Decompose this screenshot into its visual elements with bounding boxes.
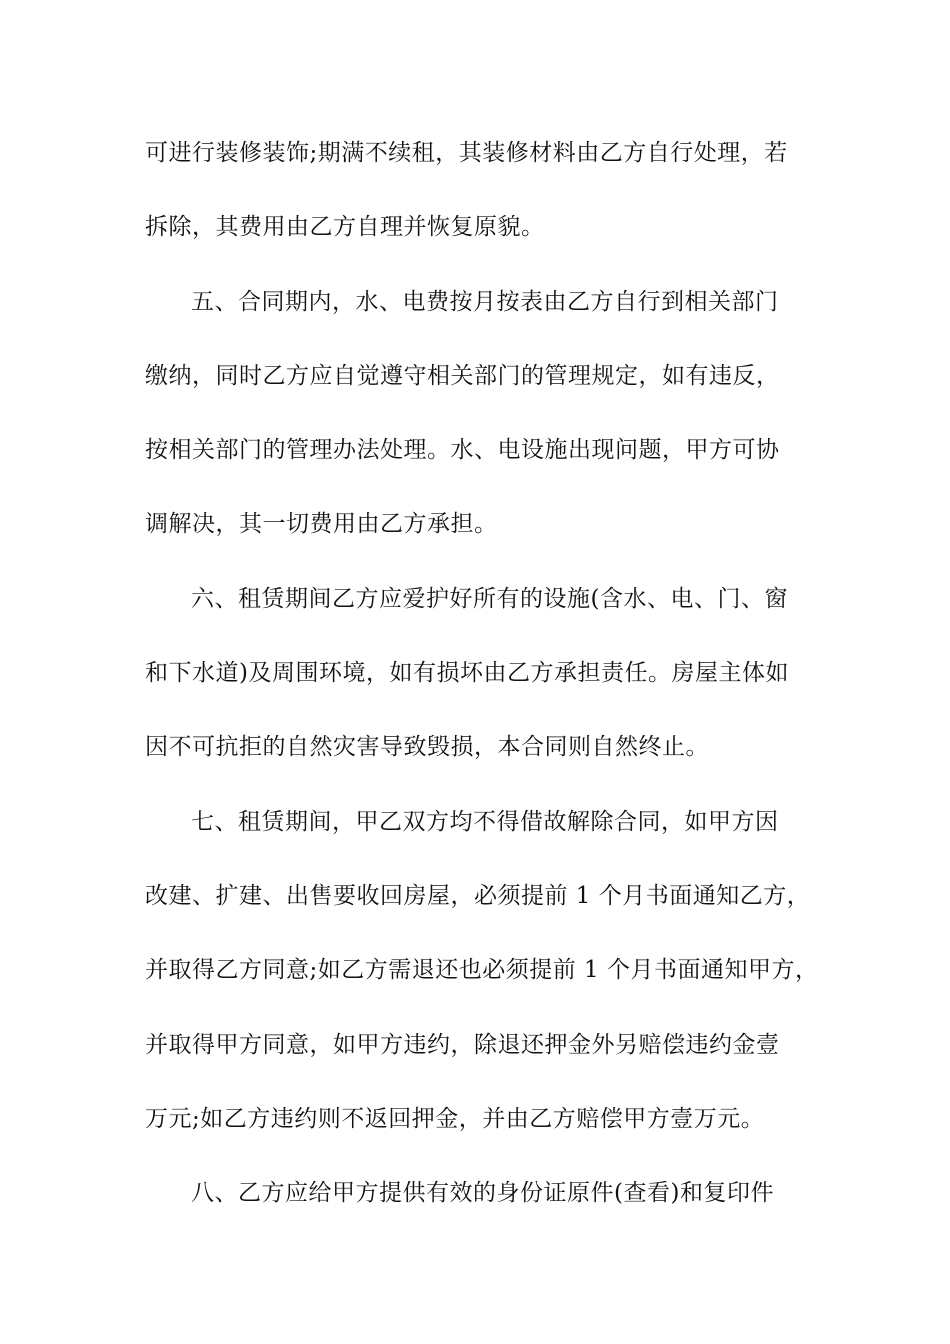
clause-6-heading-line: 六、租赁期间乙方应爱护好所有的设施(含水、电、门、窗 <box>191 585 788 612</box>
clause-8-heading-line: 八、乙方应给甲方提供有效的身份证原件(查看)和复印件 <box>191 1180 774 1207</box>
text-line: 按相关部门的管理办法处理。水、电设施出现问题，甲方可协 <box>145 437 780 464</box>
text-line: 和下水道)及周围环境，如有损坏由乙方承担责任。房屋主体如 <box>145 660 789 687</box>
contract-text-body <box>145 128 835 1242</box>
text-line: 改建、扩建、出售要收回房屋，必须提前 1 个月书面通知乙方， <box>145 882 811 909</box>
text-line: 并取得甲方同意，如甲方违约，除退还押金外另赔偿违约金壹 <box>145 1031 780 1058</box>
text-line: 并取得乙方同意;如乙方需退还也必须提前 1 个月书面通知甲方， <box>145 957 819 984</box>
text-line: 因不可抗拒的自然灾害导致毁损，本合同则自然终止。 <box>145 734 709 761</box>
clause-7-heading-line: 七、租赁期间，甲乙双方均不得借故解除合同，如甲方因 <box>191 808 779 835</box>
text-line: 缴纳，同时乙方应自觉遵守相关部门的管理规定，如有违反， <box>145 362 780 389</box>
text-line: 调解决，其一切费用由乙方承担。 <box>145 511 498 538</box>
text-line: 万元;如乙方违约则不返回押金，并由乙方赔偿甲方壹万元。 <box>145 1105 765 1132</box>
clause-5-heading-line: 五、合同期内，水、电费按月按表由乙方自行到相关部门 <box>191 288 779 315</box>
text-line: 可进行装修装饰;期满不续租，其装修材料由乙方自行处理，若 <box>145 140 788 166</box>
text-line: 拆除，其费用由乙方自理并恢复原貌。 <box>145 214 545 241</box>
